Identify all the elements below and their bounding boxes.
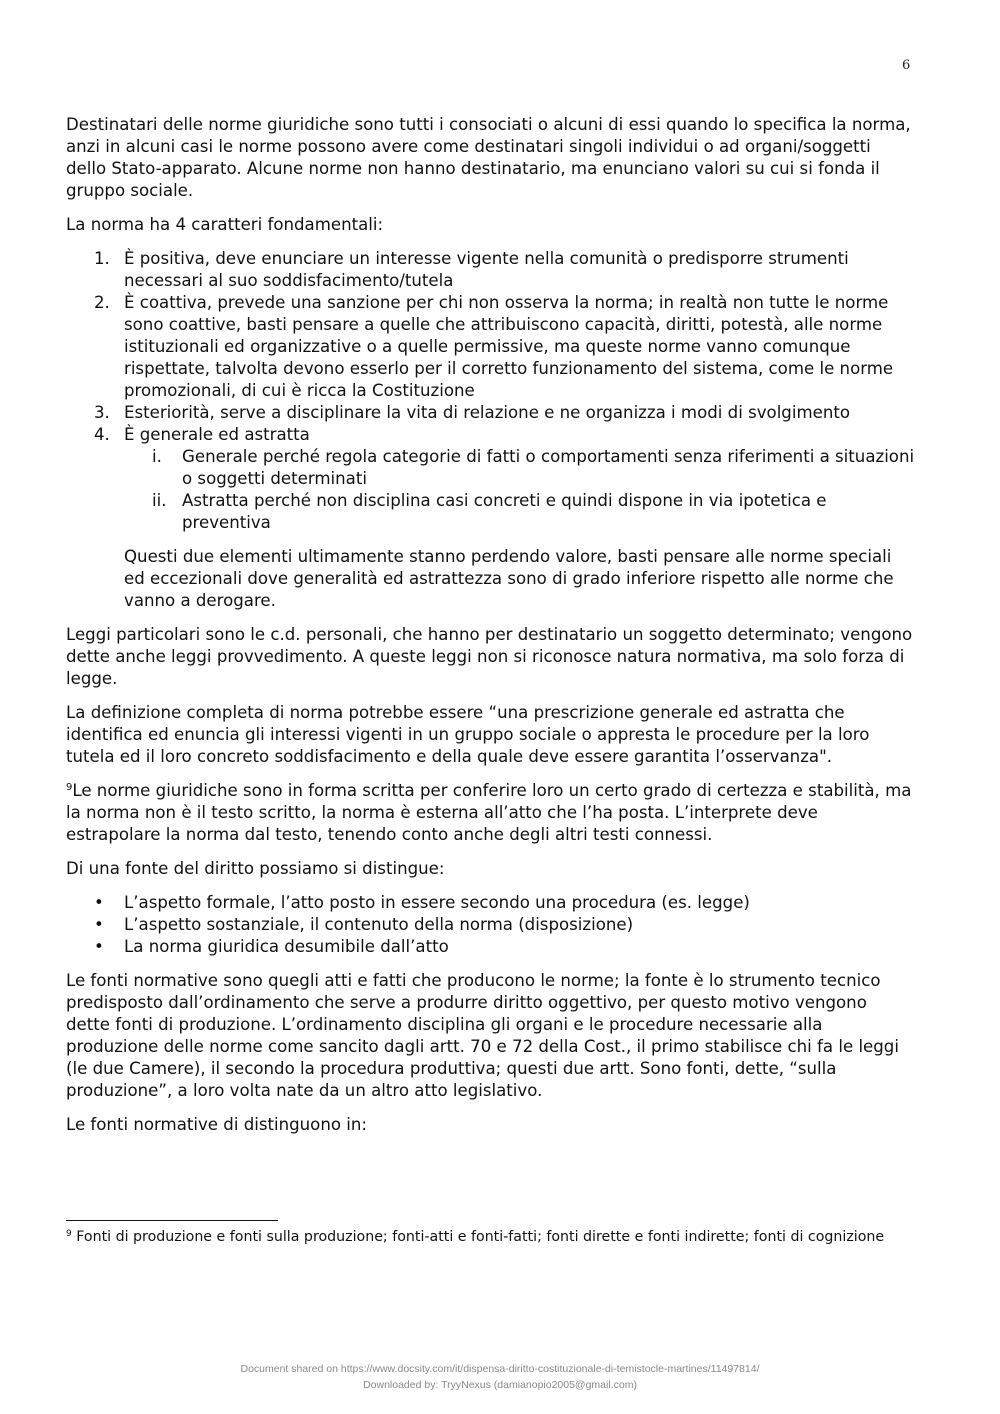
footer-shared-link[interactable]: Document shared on https://www.docsity.com/it/dispensa-diritto-costituzionale-di-temistocle-martines/11497814/ (240, 1363, 760, 1375)
footnote-reference[interactable]: 9 (66, 782, 73, 793)
bullet-list (66, 892, 916, 958)
paragraph-forma-scritta: $^9$Le norme giuridiche sono in forma scritta per conferire loro un certo grado di certezza e stabilità, ma la norma non è il testo scritto, la norma è esterna all’atto che l’ha posta. L’interprete deve estrapolare la norma dal testo, tenendo conto anche degli altri testi connessi. (66, 781, 912, 844)
bullet-item: • L’aspetto formale, l’atto posto in essere secondo una procedura (es. legge) (94, 893, 750, 912)
paragraph-definizione: La definizione completa di norma potrebbe essere “una prescrizione generale ed astratta che identifica ed enuncia gli interessi vigenti in un gruppo sociale o appresta le procedure per la loro tutela ed il loro concreto soddisfacimento e della quale deve essere garantita l’osservanza". (66, 703, 870, 766)
roman-sublist (124, 446, 916, 534)
list-item: 4. È generale ed astratta i. Generale perché regola categorie di fatti o comportamenti senza riferimenti a situazioni o soggetti determinati ii. Astratta perché non disciplina casi concreti e quindi dispone in via ipotetica e preventiva (94, 425, 915, 532)
bullet-icon: • (94, 893, 104, 912)
bullet-icon: • (94, 937, 104, 956)
footnote (66, 1228, 916, 1247)
list-item: 1. È positiva, deve enunciare un interesse vigente nella comunità o predisporre strumenti necessari al suo soddisfacimento/tutela (94, 249, 849, 290)
bullet-item: • L’aspetto sostanziale, il contenuto della norma (disposizione) (94, 915, 634, 934)
document-body (66, 114, 916, 1148)
sublist-item: i. Generale perché regola categorie di fatti o comportamenti senza riferimenti a situazioni o soggetti determinati (152, 447, 915, 488)
paragraph-fonti-distinguono: Le fonti normative di distinguono in: (66, 1115, 367, 1134)
paragraph-fonte-intro: Di una fonte del diritto possiamo si distingue: (66, 859, 445, 878)
paragraph-leggi-particolari: Leggi particolari sono le c.d. personali, che hanno per destinatario un soggetto determinato; vengono dette anche leggi provvedimento. A queste leggi non si riconosce natura normativa, ma solo forza di legge. (66, 625, 913, 688)
numbered-list (66, 248, 916, 534)
paragraph-fonti-normative: Le fonti normative sono quegli atti e fatti che producono le norme; la fonte è lo strumento tecnico predisposto dall’ordinamento che serve a produrre diritto oggettivo, per questo motivo vengono dette fonti di produzione. L’ordinamento disciplina gli organi e le procedure necessarie alla produzione delle norme come sancito dagli artt. 70 e 72 della Cost., il primo stabilisce chi fa le leggi (le due Camere), il secondo la procedura produttiva; questi due artt. Sono fonti, dette, “sulla produzione”, a loro volta nate da un altro atto legislativo. (66, 971, 899, 1100)
bullet-icon: • (94, 915, 104, 934)
page-footer (0, 1361, 1000, 1393)
page-number: 6 (902, 58, 911, 73)
paragraph-indented-note: Questi due elementi ultimamente stanno perdendo valore, basti pensare alle norme speciali ed eccezionali dove generalità ed astrattezza sono di grado inferiore rispetto alle norme che vanno a derogare. (124, 547, 894, 610)
list-item: 2. È coattiva, prevede una sanzione per chi non osserva la norma; in realtà non tutte le norme sono coattive, basti pensare a quelle che attribuiscono capacità, diritti, potestà, alle norme istituzionali ed organizzative o a quelle permissive, ma queste norme vanno comunque rispettate, talvolta devono esserlo per il corretto funzionamento del sistema, come le norme promozionali, di cui è ricca la Costituzione (94, 293, 894, 400)
footnote-text: Fonti di produzione e fonti sulla produzione; fonti-atti e fonti-fatti; fonti dirette e fonti indirette; fonti di cognizione (71, 1229, 885, 1245)
sublist-item: ii. Astratta perché non disciplina casi concreti e quindi dispone in via ipotetica e preventiva (152, 491, 827, 532)
footer-downloaded-by: Downloaded by: TryyNexus (damianopio2005@gmail.com) (363, 1379, 637, 1391)
bullet-item: • La norma giuridica desumibile dall’atto (94, 937, 449, 956)
paragraph-destinatari: Destinatari delle norme giuridiche sono tutti i consociati o alcuni di essi quando lo specifica la norma, anzi in alcuni casi le norme possono avere come destinatari singoli individui o ad organi/soggetti dello Stato-apparato. Alcune norme non hanno destinatario, ma enunciano valori su cui si fonda il gruppo sociale. (66, 115, 911, 200)
paragraph-caratteri-intro: La norma ha 4 caratteri fondamentali: (66, 215, 384, 234)
list-item: 3. Esteriorità, serve a disciplinare la vita di relazione e ne organizza i modi di svolgimento (94, 403, 851, 422)
footnote-marker: 9 (66, 1229, 72, 1239)
footnote-separator (66, 1220, 278, 1221)
